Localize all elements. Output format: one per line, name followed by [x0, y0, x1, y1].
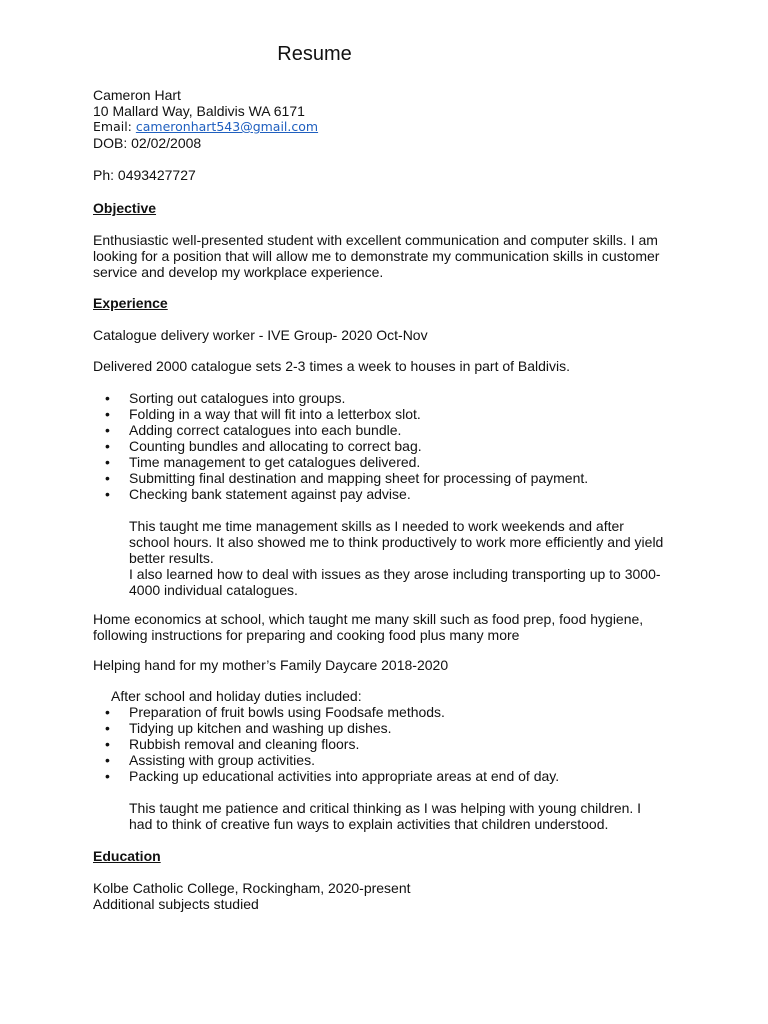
- job1-title-block: [93, 327, 693, 343]
- reflection-line: 4000 individual catalogues.: [129, 582, 298, 598]
- contact-phone: Ph: 0493427727: [93, 167, 196, 183]
- education-text: [93, 880, 693, 912]
- job1-reflection: [93, 518, 729, 598]
- education-heading-block: [93, 848, 693, 864]
- contact-name: Cameron Hart: [93, 87, 181, 103]
- contact-email-line: [93, 119, 693, 135]
- job1-duties: [93, 390, 693, 502]
- experience-heading: Experience: [93, 295, 168, 311]
- list-item: • Preparation of fruit bowls using Foodsafe methods.: [93, 704, 693, 720]
- contact-phone-block: [93, 167, 693, 183]
- job2-bullet-list: [93, 704, 693, 784]
- reflection-line: had to think of creative fun ways to explain activities that children understood.: [129, 816, 609, 832]
- contact-address: 10 Mallard Way, Baldivis WA 6171: [93, 103, 305, 119]
- job2-title: Helping hand for my mother’s Family Daycare 2018-2020: [93, 657, 449, 673]
- list-item: • Folding in a way that will fit into a letterbox slot.: [93, 406, 693, 422]
- document-title: Resume: [277, 43, 352, 65]
- list-item: • Packing up educational activities into appropriate areas at end of day.: [93, 768, 693, 784]
- objective-heading-block: [93, 200, 693, 216]
- home-econ-line: following instructions for preparing and cooking food plus many more: [93, 627, 520, 643]
- job2-intro: After school and holiday duties included:: [111, 688, 362, 704]
- job2-intro-block: [93, 688, 711, 704]
- job2-title-block: [93, 657, 693, 673]
- objective-heading: Objective: [93, 200, 157, 216]
- reflection-line: school hours. It also showed me to think productively to work more efficiently and yield: [129, 534, 664, 550]
- home-economics: [93, 611, 693, 643]
- contact-section: [93, 87, 693, 151]
- contact-dob: DOB: 02/02/2008: [93, 135, 202, 151]
- email-link[interactable]: cameronhart543@gmail.com: [135, 119, 319, 134]
- list-item: • Counting bundles and allocating to correct bag.: [93, 438, 693, 454]
- list-item: • Checking bank statement against pay advise.: [93, 486, 693, 502]
- list-item: • Rubbish removal and cleaning floors.: [93, 736, 693, 752]
- job2-duties: [93, 704, 693, 784]
- email-label: Email:: [93, 119, 136, 134]
- job2-reflection: [93, 800, 729, 832]
- list-item: • Sorting out catalogues into groups.: [93, 390, 693, 406]
- reflection-line: This taught me patience and critical thinking as I was helping with young children. I: [129, 800, 642, 816]
- job1-title: Catalogue delivery worker - IVE Group- 2020 Oct-Nov: [93, 327, 428, 343]
- objective-text: [93, 232, 693, 280]
- objective-line: service and develop my workplace experience.: [93, 264, 384, 280]
- list-item: • Submitting final destination and mapping sheet for processing of payment.: [93, 470, 693, 486]
- job1-summary-block: [93, 358, 693, 374]
- list-item: • Tidying up kitchen and washing up dishes.: [93, 720, 693, 736]
- home-econ-line: Home economics at school, which taught me many skill such as food prep, food hygiene,: [93, 611, 644, 627]
- education-line: Kolbe Catholic College, Rockingham, 2020-present: [93, 880, 411, 896]
- reflection-line: I also learned how to deal with issues as they arose including transporting up to 3000-: [129, 566, 661, 582]
- objective-line: looking for a position that will allow me to demonstrate my communication skills in customer: [93, 248, 660, 264]
- education-heading: Education: [93, 848, 161, 864]
- job1-bullet-list: [93, 390, 693, 502]
- list-item: • Assisting with group activities.: [93, 752, 693, 768]
- experience-heading-block: [93, 295, 693, 311]
- job1-summary: Delivered 2000 catalogue sets 2-3 times a week to houses in part of Baldivis.: [93, 358, 571, 374]
- reflection-line: better results.: [129, 550, 214, 566]
- list-item: • Adding correct catalogues into each bundle.: [93, 422, 693, 438]
- objective-line: Enthusiastic well-presented student with excellent communication and computer skills. I am: [93, 232, 658, 248]
- list-item: • Time management to get catalogues delivered.: [93, 454, 693, 470]
- education-line: Additional subjects studied: [93, 896, 259, 912]
- reflection-line: This taught me time management skills as I needed to work weekends and after: [129, 518, 624, 534]
